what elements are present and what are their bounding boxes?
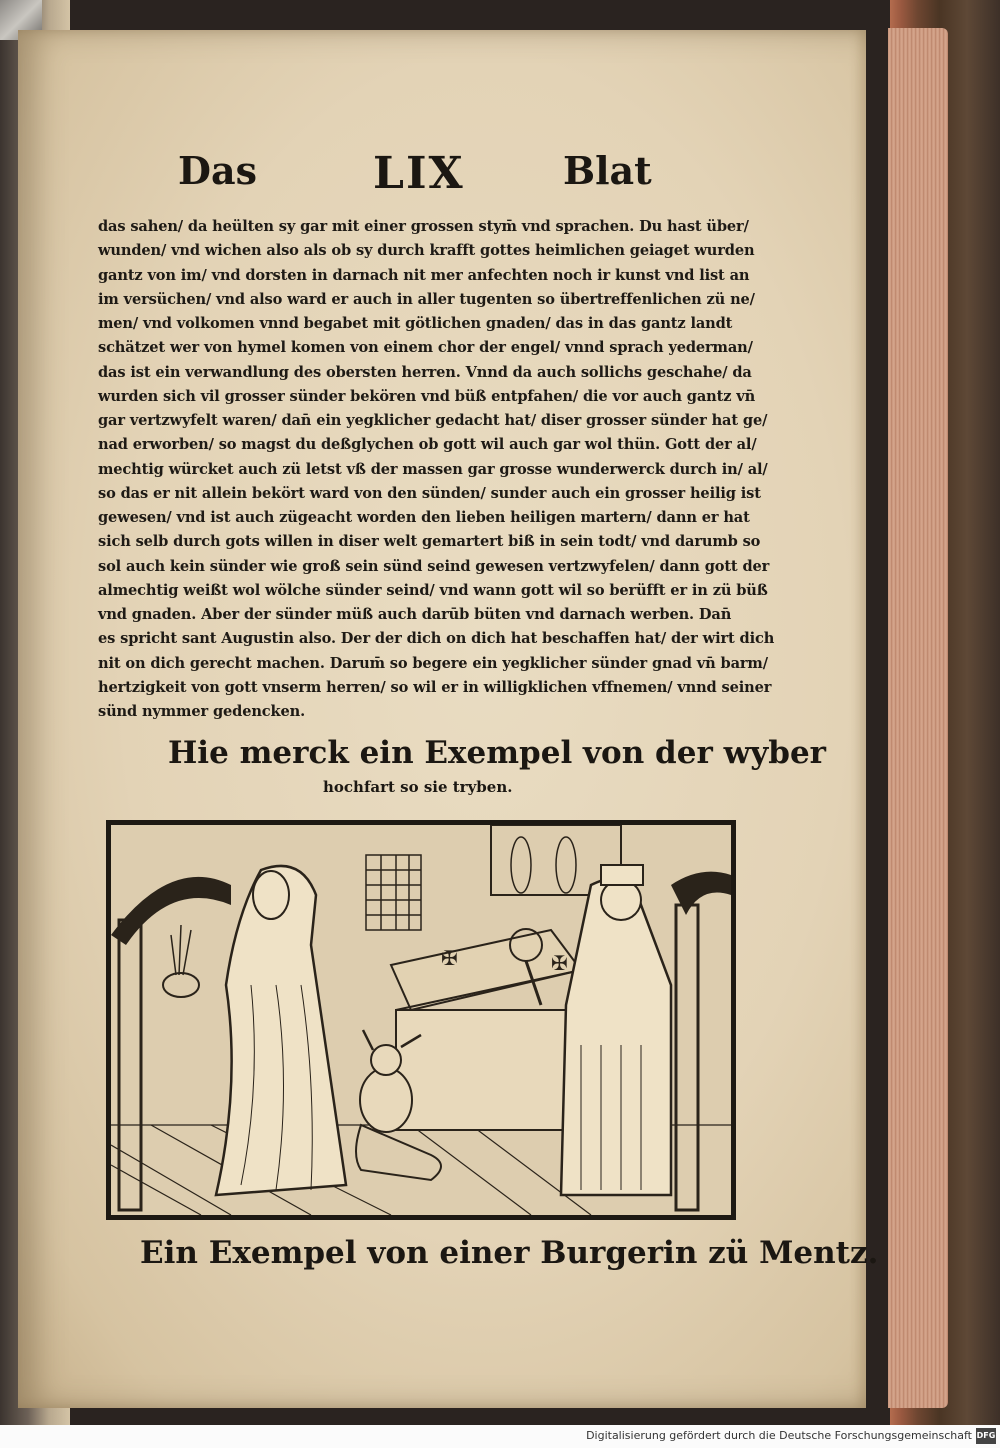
running-head-right: Blat [563,148,652,193]
text-line: gar vertzwyfelt waren/ dan̄ ein yegklicher gedacht hat/ diser grosser sünder hat ge/ [98,412,768,429]
page-edges [888,28,948,1408]
body-text [98,215,775,724]
text-line: men/ vnd volkomen vnnd begabet mit götlichen gnaden/ das in das gantz landt [98,315,733,332]
footer-credit: Digitalisierung gefördert durch die Deutsche Forschungsgemeinschaft [586,1429,972,1442]
text-line: hertzigkeit von gott vnserm herren/ so wil er in willigklichen vffnemen/ vnnd seiner [98,678,772,696]
section-heading: Hie merck ein Exempel von der wyber [168,735,826,771]
text-line: sünd nymmer gedencken. [98,703,306,720]
text-line: gewesen/ vnd ist auch zügeacht worden den lieben heiligen martern/ dann er hat [98,509,750,526]
text-line: so das er nit allein bekört ward von den sünden/ sunder auch ein grosser heilig ist [98,484,761,502]
running-head-left: Das [178,148,257,193]
text-line: wunden/ vnd wichen also als ob sy durch krafft gottes heimlichen geiaget wurden [98,242,755,260]
woodcut-caption: Ein Exempel von einer Burgerin zü Mentz. [140,1235,879,1271]
text-line: almechtig weißt wol wölche sünder seind/ vnd wann gott wil so berüfft er in zü büß [98,581,768,599]
running-head [178,148,678,208]
folio-number: LIX [373,148,465,199]
text-line: vnd gnaden. Aber der sünder müß auch darūb büten vnd darnach werben. Dan̄ [98,606,732,623]
footer-bar [0,1425,1000,1448]
text-line: mechtig würcket auch zü letst vß der massen gar grosse wunderwerck durch in/ al/ [98,460,768,478]
text-line: im versüchen/ vnd also ward er auch in aller tugenten so übertreffenlichen zü ne/ [98,290,755,308]
text-line: nad erworben/ so magst du deßglychen ob gott wil auch gar wol thün. Gott der al/ [98,436,757,454]
woodcut-illustration [106,820,736,1220]
text-line: wurden sich vil grosser sünder bekören vnd büß entpfahen/ die vor auch gantz vn̄ [98,387,756,405]
woodcut-drawing [111,825,731,1215]
text-line: es spricht sant Augustin also. Der der dich on dich hat beschaffen hat/ der wirt dich [98,630,775,648]
text-line: das ist ein verwandlung des obersten herren. Vnnd da auch sollichs geschahe/ da [98,363,752,381]
text-line: sich selb durch gots willen in diser welt gemartert biß in sein todt/ vnd darumb so [98,533,761,551]
svg-text:✠: ✠ [441,946,458,970]
text-line: sol auch kein sünder wie groß sein sünd seind gewesen vertzwyfelen/ dann gott der [98,557,770,575]
section-subheading: hochfart so sie tryben. [323,778,513,796]
dfg-logo: DFG [976,1428,996,1444]
text-line: gantz von im/ vnd dorsten in darnach nit mer anfechten noch ir kunst vnd list an [98,266,750,284]
svg-text:✠: ✠ [551,951,568,975]
text-line: schätzet wer von hymel komen von einem chor der engel/ vnnd sprach yederman/ [98,339,753,357]
book-page [18,30,879,1408]
text-line: das sahen/ da heülten sy gar mit einer grossen stym̄ vnd sprachen. Du hast über/ [98,218,749,235]
text-line: nit on dich gerecht machen. Darum̄ so begere ein yegklicher sünder gnad vn̄ barm/ [98,654,768,672]
